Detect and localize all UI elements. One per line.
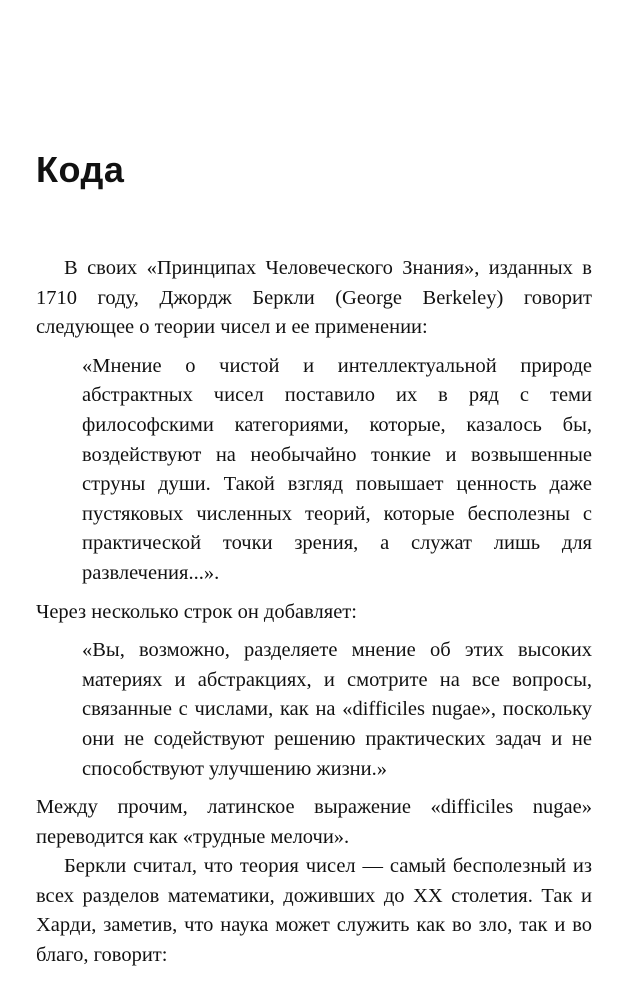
chapter-body bbox=[36, 254, 592, 971]
berkeley-quote-2: «Вы, возможно, разделяете мнение об этих высоких материях и абстракциях, и смотрите на все вопросы, связанные с числами, как на «difficiles nugae», поскольку они не содействуют решению практических задач и не способствуют улучшению жизни.» bbox=[82, 639, 592, 780]
paragraph-intro: В своих «Принципах Человеческого Знания», изданных в 1710 году, Джордж Беркли (George Berkeley) говорит следующее о теории чисел и ее применении: bbox=[36, 257, 592, 339]
paragraph-hardy: Беркли считал, что теория чисел — самый бесполезный из всех разделов математики, доживших до XX столетия. Так и Харди, заметив, что наука может служить как во зло, так и во благо, говорит: bbox=[36, 855, 592, 967]
chapter-title: Кода bbox=[36, 149, 125, 190]
berkeley-quote-1: «Мнение о чистой и интеллектуальной природе абстрактных чисел поставило их в ряд с теми философскими категориями, которые, казалось бы, воздействуют на необычайно тонкие и возвышенные струны души. Такой взгляд повышает ценность даже пустяковых численных теорий, которые бесполезны с практической точки зрения, а служат лишь для развлечения...». bbox=[82, 354, 592, 584]
paragraph-transition: Через несколько строк он добавляет: bbox=[36, 600, 357, 623]
paragraph-latin-note: Между прочим, латинское выражение «difficiles nugae» переводится как «трудные мелочи». bbox=[36, 796, 592, 848]
